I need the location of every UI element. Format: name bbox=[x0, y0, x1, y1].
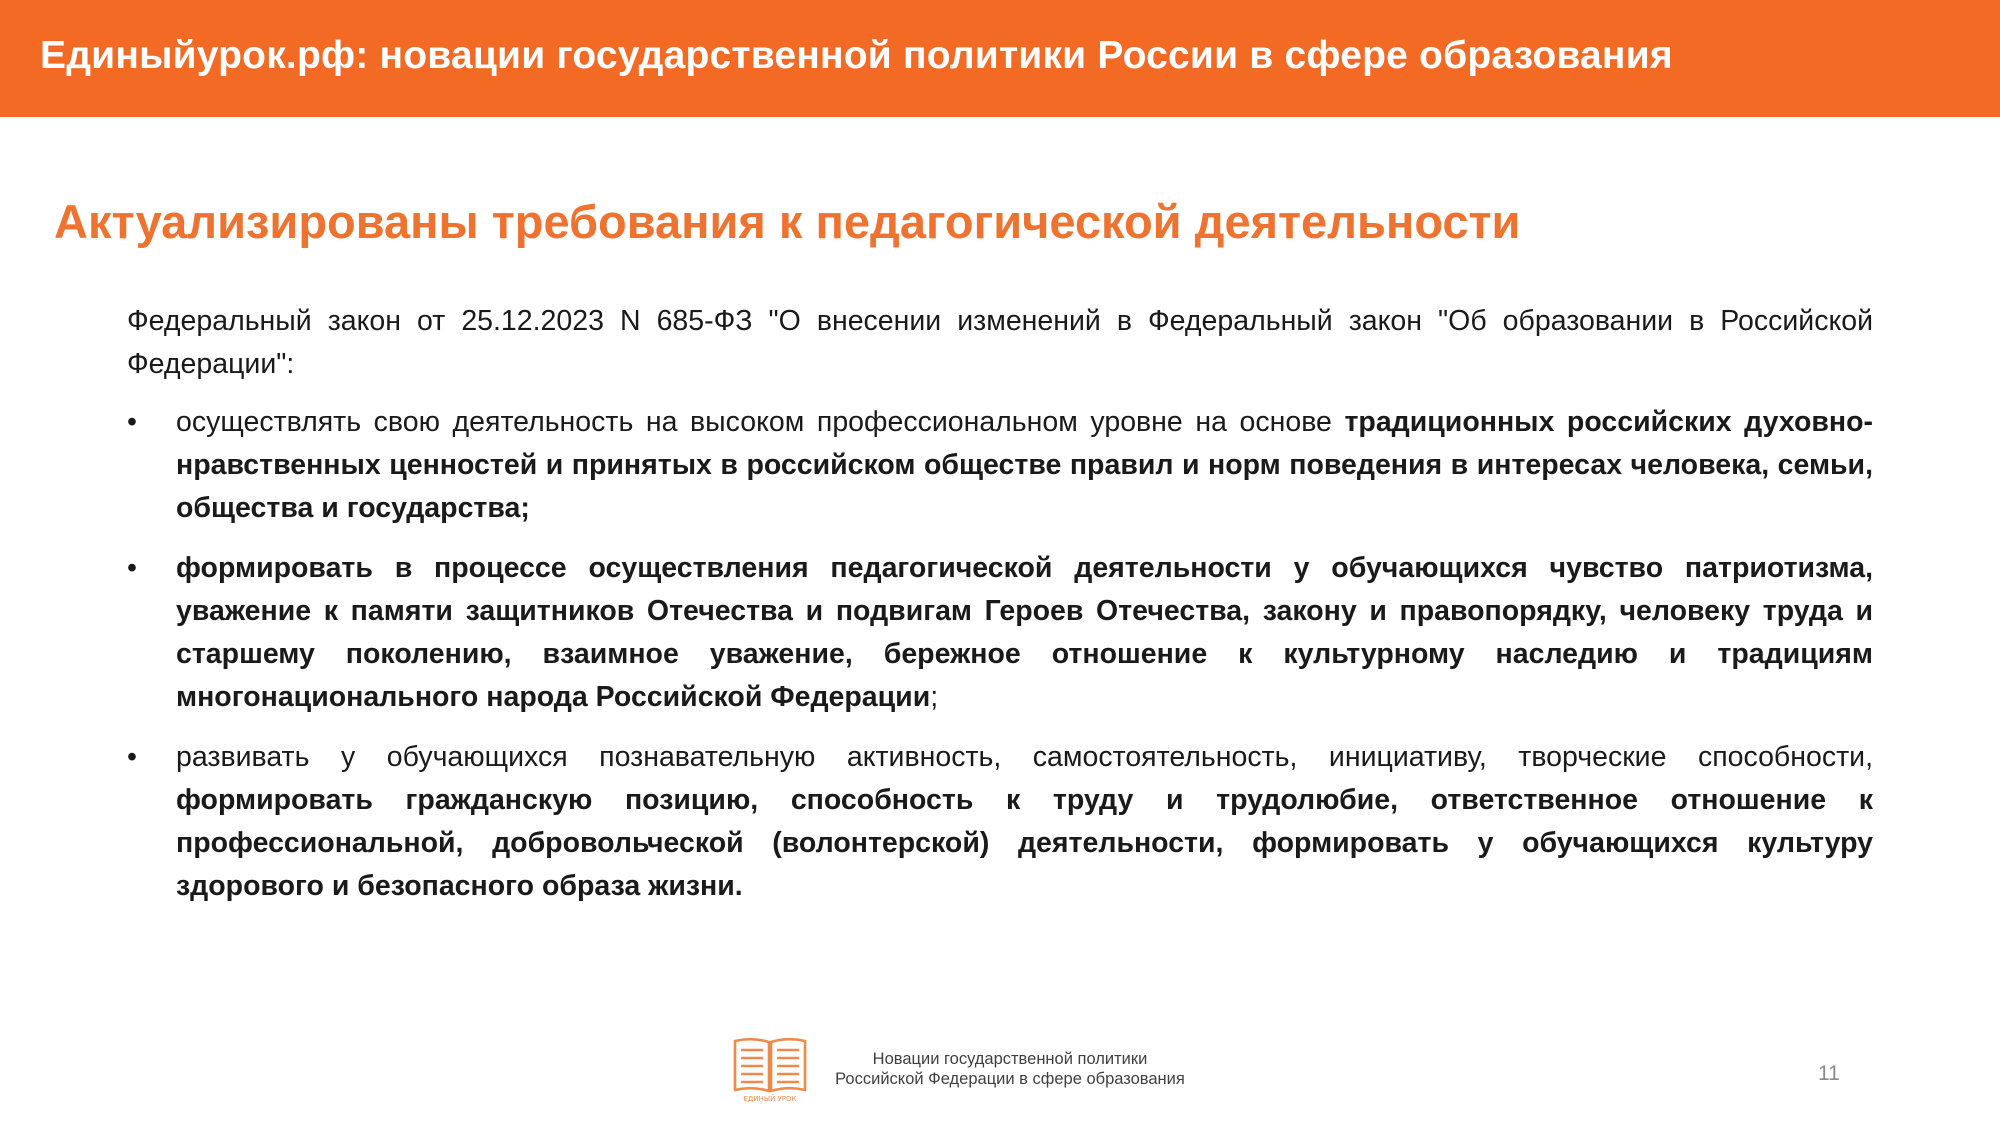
logo-text: ЕДИНЫЙ УРОК bbox=[743, 1095, 797, 1103]
intro-paragraph: Федеральный закон от 25.12.2023 N 685-ФЗ "О внесении изменений в Федеральный закон "Об образовании в Российской Федерации": bbox=[127, 305, 1873, 380]
bullet-icon: • bbox=[127, 406, 137, 438]
footer-caption bbox=[780, 1049, 1240, 1089]
bullet-text-regular: развивать у обучающихся познавательную активность, самостоятельность, инициативу, творческие способности, bbox=[176, 741, 1873, 773]
bullet-text-bold: традиционных российских духовно-нравственных ценностей и принятых в российском обществе правил и норм поведения в интересах человека, семьи, общества и государства; bbox=[176, 406, 1873, 524]
bullet-icon: • bbox=[127, 741, 137, 773]
footer-caption-line1: Новации государственной политики bbox=[872, 1050, 1148, 1068]
slide-heading: Актуализированы требования к педагогической деятельности bbox=[54, 195, 1521, 248]
bullet-text-bold: формировать гражданскую позицию, способность к труду и трудолюбие, ответственное отношение к профессиональной, добровольческой (волонтерской) деятельности, формировать у обучающихся культуру здорового и безопасного образа жизни. bbox=[176, 784, 1873, 902]
bullet-text-bold: формировать в процессе осуществления педагогической деятельности у обучающихся чувство патриотизма, уважение к памяти защитников Отечества и подвигам Героев Отечества, закону и правопорядку, человеку труда и старшему поколению, взаимное уважение, бережное отношение к культурному наследию и традициям многонационального народа Российской Федерации bbox=[176, 552, 1873, 713]
header-bar bbox=[0, 0, 2000, 117]
bullet-list bbox=[127, 401, 1873, 908]
page-number: 11 bbox=[1818, 1062, 1840, 1085]
bullet-text-tail: ; bbox=[930, 681, 939, 713]
header-title: Единыйурок.рф: новации государственной политики России в сфере образования bbox=[40, 34, 1673, 77]
slide-content bbox=[127, 300, 1873, 925]
bullet-item bbox=[127, 401, 1873, 530]
bullet-text-regular: осуществлять свою деятельность на высоком профессиональном уровне на основе bbox=[176, 406, 1345, 438]
bullet-item bbox=[127, 736, 1873, 908]
bullet-icon: • bbox=[127, 552, 137, 584]
footer-caption-line2: Российской Федерации в сфере образования bbox=[835, 1070, 1185, 1088]
bullet-item bbox=[127, 547, 1873, 719]
